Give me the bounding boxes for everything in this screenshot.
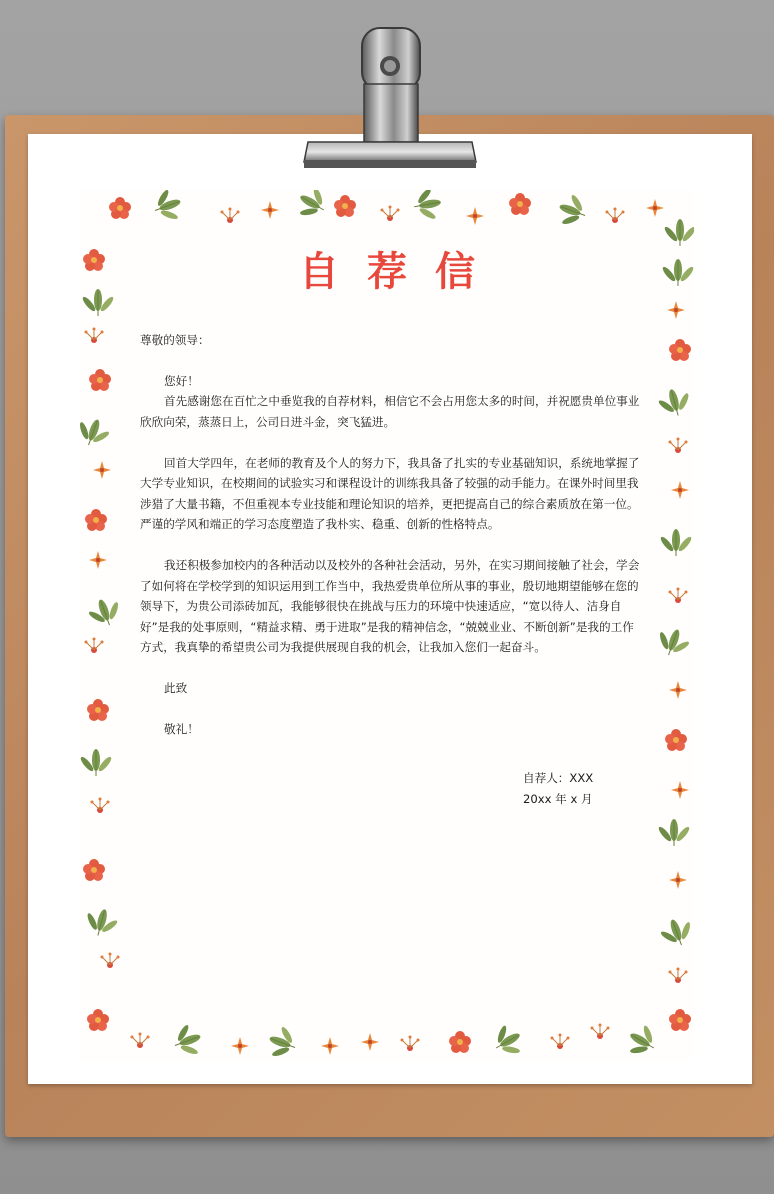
- date: 20xx 年 x 月: [523, 792, 593, 806]
- letter-body: [140, 330, 640, 740]
- paragraph-1: 首先感谢您在百忙之中垂览我的自荐材料，相信它不会占用您太多的时间，并祝愿贵单位事业欣欣向荣，蒸蒸日上，公司日进斗金，突飞猛进。: [140, 394, 640, 429]
- closing-2: 敬礼！: [164, 722, 199, 736]
- signature-block: [523, 768, 593, 810]
- greeting: 您好！: [164, 373, 199, 388]
- closing-1: 此致: [164, 681, 188, 695]
- signer: 自荐人：XXX: [523, 771, 594, 785]
- binder-clip-icon: [300, 24, 480, 184]
- letter-title: 自荐信: [299, 249, 503, 295]
- paragraph-2: 回首大学四年，在老师的教育及个人的努力下，我具备了扎实的专业基础知识，系统地掌握了大学专业知识，在校期间的试验实习和课程设计的训练我具备了较强的动手能力。在课外时间里我涉猎了大量书籍，不但重视本专业技能和理论知识的培养，更把提高自己的综合素质放在第一位。严谨的学风和端正的学习态度塑造了我朴实、稳重、创新的性格特点。: [140, 455, 640, 531]
- salutation: 尊敬的领导：: [140, 333, 210, 347]
- paragraph-3: 我还积极参加校内的各种活动以及校外的各种社会活动，另外，在实习期间接触了社会，学会了如何将在学校学到的知识运用到工作当中，我热爱贵单位所从事的事业，殷切地期望能够在您的领导下，为贵公司添砖加瓦，我能够很快在挑战与压力的环境中快速适应，“宽以待人、洁身自好”是我的处事原则，“精益求精、勇于进取”是我的精神信念，“兢兢业业、不断创新”是我的工作方式，我真挚的希望贵公司为我提供展现自我的机会，让我加入您们一起奋斗。: [140, 558, 640, 654]
